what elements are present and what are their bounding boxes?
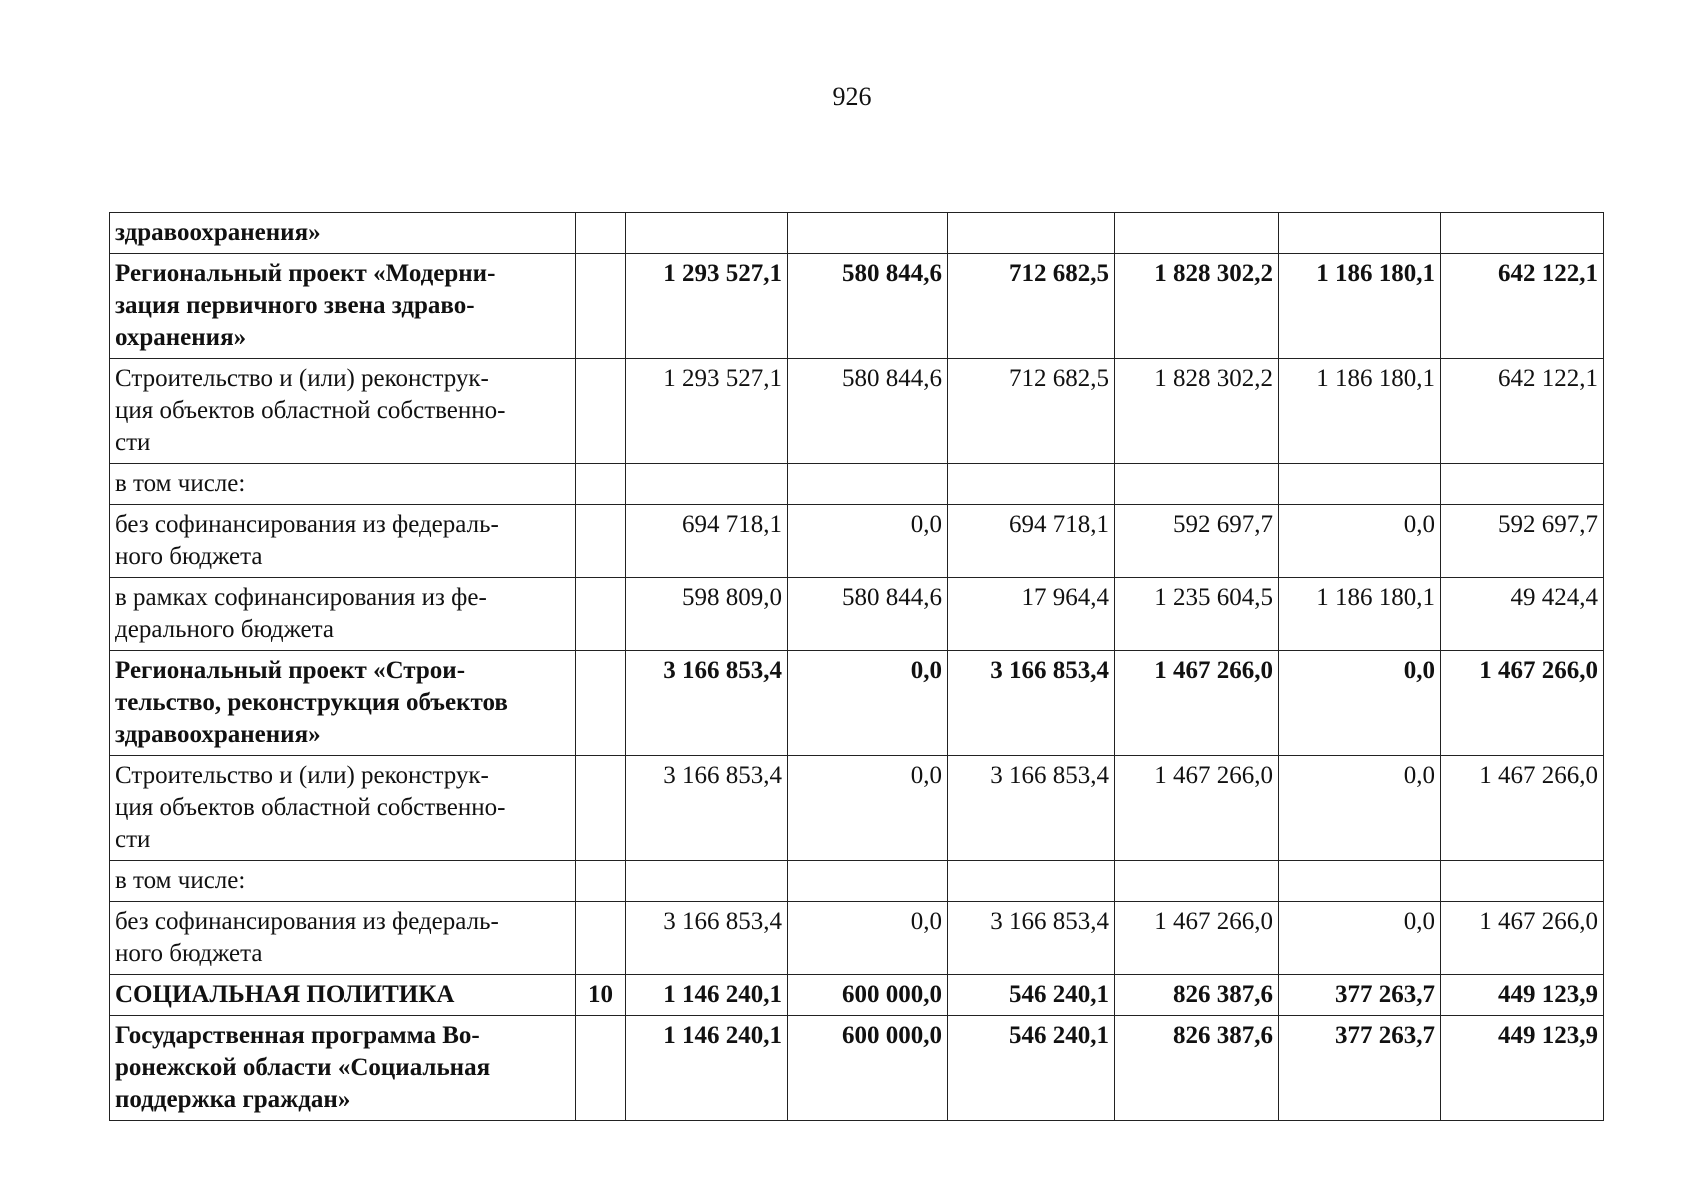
row-value-2: 580 844,6 — [788, 254, 948, 359]
row-value-4: 1 467 266,0 — [1115, 756, 1279, 861]
row-value-1: 694 718,1 — [626, 505, 788, 578]
row-value-1 — [626, 213, 788, 254]
row-value-4: 1 467 266,0 — [1115, 902, 1279, 975]
table-row — [110, 464, 1604, 505]
row-name: без софинансирования из федераль- ного бюджета — [110, 902, 576, 975]
row-value-3: 17 964,4 — [948, 578, 1115, 651]
row-value-5: 0,0 — [1279, 756, 1441, 861]
row-name: без софинансирования из федераль- ного бюджета — [110, 505, 576, 578]
row-code — [576, 464, 626, 505]
row-value-3: 546 240,1 — [948, 1016, 1115, 1121]
row-value-6: 49 424,4 — [1441, 578, 1604, 651]
row-value-5: 0,0 — [1279, 902, 1441, 975]
row-value-2 — [788, 861, 948, 902]
row-code: 10 — [576, 975, 626, 1016]
row-value-6: 642 122,1 — [1441, 359, 1604, 464]
row-value-3: 3 166 853,4 — [948, 756, 1115, 861]
row-value-6: 1 467 266,0 — [1441, 651, 1604, 756]
row-value-5 — [1279, 861, 1441, 902]
row-value-4: 1 828 302,2 — [1115, 359, 1279, 464]
row-code — [576, 505, 626, 578]
row-value-2: 580 844,6 — [788, 578, 948, 651]
row-name: Государственная программа Во- ронежской области «Социальная поддержка граждан» — [110, 1016, 576, 1121]
row-value-3: 3 166 853,4 — [948, 902, 1115, 975]
row-value-2: 600 000,0 — [788, 975, 948, 1016]
row-value-2 — [788, 464, 948, 505]
row-value-1 — [626, 861, 788, 902]
table-row — [110, 651, 1604, 756]
row-value-4 — [1115, 464, 1279, 505]
row-value-2: 0,0 — [788, 756, 948, 861]
budget-table — [109, 212, 1604, 1121]
row-code — [576, 578, 626, 651]
row-value-3 — [948, 213, 1115, 254]
row-value-4: 826 387,6 — [1115, 975, 1279, 1016]
table-row — [110, 254, 1604, 359]
table-row — [110, 1016, 1604, 1121]
row-value-3 — [948, 861, 1115, 902]
row-name: Строительство и (или) реконструк- ция объектов областной собственно- сти — [110, 756, 576, 861]
row-name: Региональный проект «Строи- тельство, реконструкция объектов здравоохранения» — [110, 651, 576, 756]
row-name: в рамках софинансирования из фе- дерального бюджета — [110, 578, 576, 651]
row-value-1: 3 166 853,4 — [626, 902, 788, 975]
row-value-3: 712 682,5 — [948, 359, 1115, 464]
row-code — [576, 651, 626, 756]
row-code — [576, 213, 626, 254]
row-value-5: 0,0 — [1279, 505, 1441, 578]
row-value-1: 1 293 527,1 — [626, 359, 788, 464]
budget-table-body — [110, 213, 1604, 1121]
row-value-6 — [1441, 464, 1604, 505]
row-name: в том числе: — [110, 861, 576, 902]
row-code — [576, 359, 626, 464]
table-row — [110, 975, 1604, 1016]
row-value-4 — [1115, 213, 1279, 254]
row-value-6: 449 123,9 — [1441, 975, 1604, 1016]
row-name: здравоохранения» — [110, 213, 576, 254]
table-row — [110, 213, 1604, 254]
row-code — [576, 1016, 626, 1121]
row-value-6: 1 467 266,0 — [1441, 756, 1604, 861]
row-value-2: 580 844,6 — [788, 359, 948, 464]
row-value-6: 592 697,7 — [1441, 505, 1604, 578]
row-value-4 — [1115, 861, 1279, 902]
row-code — [576, 861, 626, 902]
page-number: 926 — [832, 82, 872, 111]
table-row — [110, 578, 1604, 651]
row-code — [576, 254, 626, 359]
row-value-6 — [1441, 213, 1604, 254]
row-name: Региональный проект «Модерни- зация первичного звена здраво- охранения» — [110, 254, 576, 359]
table-row — [110, 861, 1604, 902]
row-value-3: 546 240,1 — [948, 975, 1115, 1016]
row-value-4: 1 828 302,2 — [1115, 254, 1279, 359]
row-value-5: 0,0 — [1279, 651, 1441, 756]
row-value-2: 0,0 — [788, 902, 948, 975]
row-value-5 — [1279, 213, 1441, 254]
row-value-1: 1 146 240,1 — [626, 1016, 788, 1121]
row-value-3: 694 718,1 — [948, 505, 1115, 578]
row-code — [576, 902, 626, 975]
row-value-4: 1 467 266,0 — [1115, 651, 1279, 756]
row-value-5: 1 186 180,1 — [1279, 578, 1441, 651]
row-name: в том числе: — [110, 464, 576, 505]
row-value-2: 600 000,0 — [788, 1016, 948, 1121]
row-value-1: 1 293 527,1 — [626, 254, 788, 359]
row-value-6: 1 467 266,0 — [1441, 902, 1604, 975]
row-value-6: 449 123,9 — [1441, 1016, 1604, 1121]
row-value-2: 0,0 — [788, 505, 948, 578]
row-value-5: 377 263,7 — [1279, 975, 1441, 1016]
row-value-3: 3 166 853,4 — [948, 651, 1115, 756]
row-code — [576, 756, 626, 861]
row-value-6: 642 122,1 — [1441, 254, 1604, 359]
row-value-4: 592 697,7 — [1115, 505, 1279, 578]
table-row — [110, 505, 1604, 578]
row-value-1 — [626, 464, 788, 505]
row-value-3 — [948, 464, 1115, 505]
row-value-2 — [788, 213, 948, 254]
row-value-6 — [1441, 861, 1604, 902]
row-value-4: 1 235 604,5 — [1115, 578, 1279, 651]
row-value-3: 712 682,5 — [948, 254, 1115, 359]
row-value-5: 1 186 180,1 — [1279, 359, 1441, 464]
row-value-1: 3 166 853,4 — [626, 756, 788, 861]
row-value-5 — [1279, 464, 1441, 505]
row-value-5: 377 263,7 — [1279, 1016, 1441, 1121]
row-value-2: 0,0 — [788, 651, 948, 756]
row-name: СОЦИАЛЬНАЯ ПОЛИТИКА — [110, 975, 576, 1016]
row-value-1: 3 166 853,4 — [626, 651, 788, 756]
row-value-1: 1 146 240,1 — [626, 975, 788, 1016]
row-name: Строительство и (или) реконструк- ция объектов областной собственно- сти — [110, 359, 576, 464]
table-row — [110, 359, 1604, 464]
row-value-1: 598 809,0 — [626, 578, 788, 651]
row-value-5: 1 186 180,1 — [1279, 254, 1441, 359]
table-row — [110, 902, 1604, 975]
table-row — [110, 756, 1604, 861]
row-value-4: 826 387,6 — [1115, 1016, 1279, 1121]
